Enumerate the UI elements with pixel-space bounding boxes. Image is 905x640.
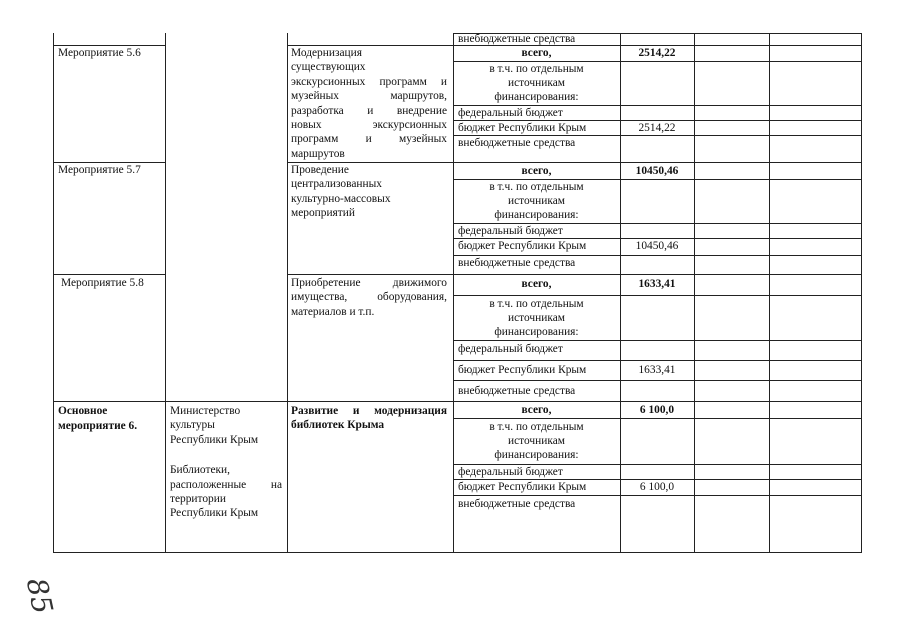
- table-border-left: [53, 33, 54, 553]
- m58-incl-3: финансирования:: [494, 326, 579, 338]
- main6-total-label: всего,: [521, 404, 552, 416]
- m57-incl-2: источникам: [508, 195, 565, 207]
- m57-label: Мероприятие 5.7: [58, 164, 141, 176]
- m56-label: Мероприятие 5.6: [58, 47, 141, 59]
- desc-line: имущества, оборудования,: [291, 291, 447, 304]
- main6-total-value: 6 100,0: [639, 404, 675, 416]
- executor-line: Республики Крым: [170, 507, 259, 520]
- desc-line: материалов и т.п.: [291, 305, 375, 318]
- m56-total-value: 2514,22: [638, 47, 676, 59]
- main6-incl-2: источникам: [508, 435, 565, 447]
- desc-line: культурно-массовых: [291, 192, 391, 205]
- m57-description: [291, 163, 447, 221]
- row-line: [453, 360, 862, 361]
- m56-description: [291, 46, 447, 161]
- col-divider-2: [287, 33, 288, 553]
- desc-line: экскурсионных программ и: [291, 75, 447, 88]
- table-border-right: [861, 33, 862, 553]
- m56-incl-3: финансирования:: [494, 91, 579, 103]
- executor-line: Республики Крым: [170, 433, 259, 446]
- main6-incl-1: в т.ч. по отдельным: [489, 421, 584, 433]
- m56-republic: бюджет Республики Крым: [458, 122, 587, 134]
- col-divider-5: [694, 33, 695, 553]
- top-extra-source: внебюджетные средства: [458, 33, 576, 45]
- desc-line: маршрутов: [291, 147, 345, 160]
- row-line: [453, 380, 862, 381]
- m58-extra: внебюджетные средства: [458, 385, 576, 397]
- desc-line: программ и музейных: [291, 133, 447, 146]
- m56-total-label: всего,: [521, 47, 552, 59]
- row-line: [53, 401, 862, 402]
- m57-extra: внебюджетные средства: [458, 257, 576, 269]
- executor-line: Библиотеки,: [170, 464, 230, 477]
- col-divider-3: [453, 33, 454, 553]
- main6-label-2: мероприятие 6.: [58, 420, 138, 432]
- main6-label-1: Основное: [58, 405, 108, 417]
- m58-federal: федеральный бюджет: [458, 343, 563, 355]
- desc-line: разработка и внедрение: [291, 104, 447, 117]
- m56-incl-1: в т.ч. по отдельным: [489, 63, 584, 75]
- row-line: [453, 295, 862, 296]
- desc-line: Проведение: [291, 164, 349, 176]
- m57-republic-value: 10450,46: [635, 240, 679, 252]
- m57-incl-3: финансирования:: [494, 209, 579, 221]
- m58-incl-2: источникам: [508, 312, 565, 324]
- main6-republic-value: 6 100,0: [639, 481, 675, 493]
- desc-line: библиотек Крыма: [291, 419, 385, 432]
- m57-incl-1: в т.ч. по отдельным: [489, 181, 584, 193]
- desc-line: новых экскурсионных: [291, 119, 447, 132]
- handwritten-page-number: 85: [19, 575, 60, 617]
- col-divider-6: [769, 33, 770, 553]
- col-divider-1: [165, 33, 166, 553]
- m58-total-label: всего,: [521, 278, 552, 290]
- m58-republic-value: 1633,41: [638, 364, 676, 376]
- desc-line: мероприятий: [291, 207, 355, 220]
- desc-line: Развитие и модернизация: [291, 405, 447, 417]
- row-line: [453, 418, 862, 419]
- m57-federal: федеральный бюджет: [458, 225, 563, 237]
- m57-total-value: 10450,46: [635, 165, 679, 177]
- desc-line: музейных маршрутов,: [291, 90, 447, 103]
- main6-extra: внебюджетные средства: [458, 498, 576, 510]
- m56-republic-value: 2514,22: [638, 122, 676, 134]
- desc-line: Модернизация: [291, 47, 362, 59]
- desc-line: централизованных: [291, 178, 382, 191]
- m56-federal: федеральный бюджет: [458, 107, 563, 119]
- m58-label: Мероприятие 5.8: [61, 277, 144, 289]
- desc-line: существующих: [291, 61, 366, 74]
- m57-total-label: всего,: [521, 165, 552, 177]
- executor-line: территории: [170, 493, 226, 506]
- m57-republic: бюджет Республики Крым: [458, 240, 587, 252]
- m58-description: [291, 276, 447, 319]
- col-divider-4: [620, 33, 621, 553]
- main6-executor: [170, 404, 282, 521]
- executor-line: [170, 447, 282, 463]
- m56-incl-2: источникам: [508, 77, 565, 89]
- table-border-bottom: [53, 552, 862, 553]
- main6-incl-3: финансирования:: [494, 449, 579, 461]
- m58-total-value: 1633,41: [638, 278, 676, 290]
- row-line: [453, 495, 862, 496]
- main6-republic: бюджет Республики Крым: [458, 481, 587, 493]
- main6-federal: федеральный бюджет: [458, 466, 563, 478]
- m58-republic: бюджет Республики Крым: [458, 364, 587, 376]
- executor-line: Министерство: [170, 405, 241, 417]
- row-line: [287, 274, 862, 275]
- main6-description: [291, 404, 447, 433]
- m56-extra: внебюджетные средства: [458, 137, 576, 149]
- desc-line: Приобретение движимого: [291, 277, 447, 289]
- m58-incl-1: в т.ч. по отдельным: [489, 298, 584, 310]
- executor-line: расположенные на: [170, 478, 282, 491]
- executor-line: культуры: [170, 419, 215, 432]
- row-line: [53, 274, 165, 275]
- row-line: [453, 340, 862, 341]
